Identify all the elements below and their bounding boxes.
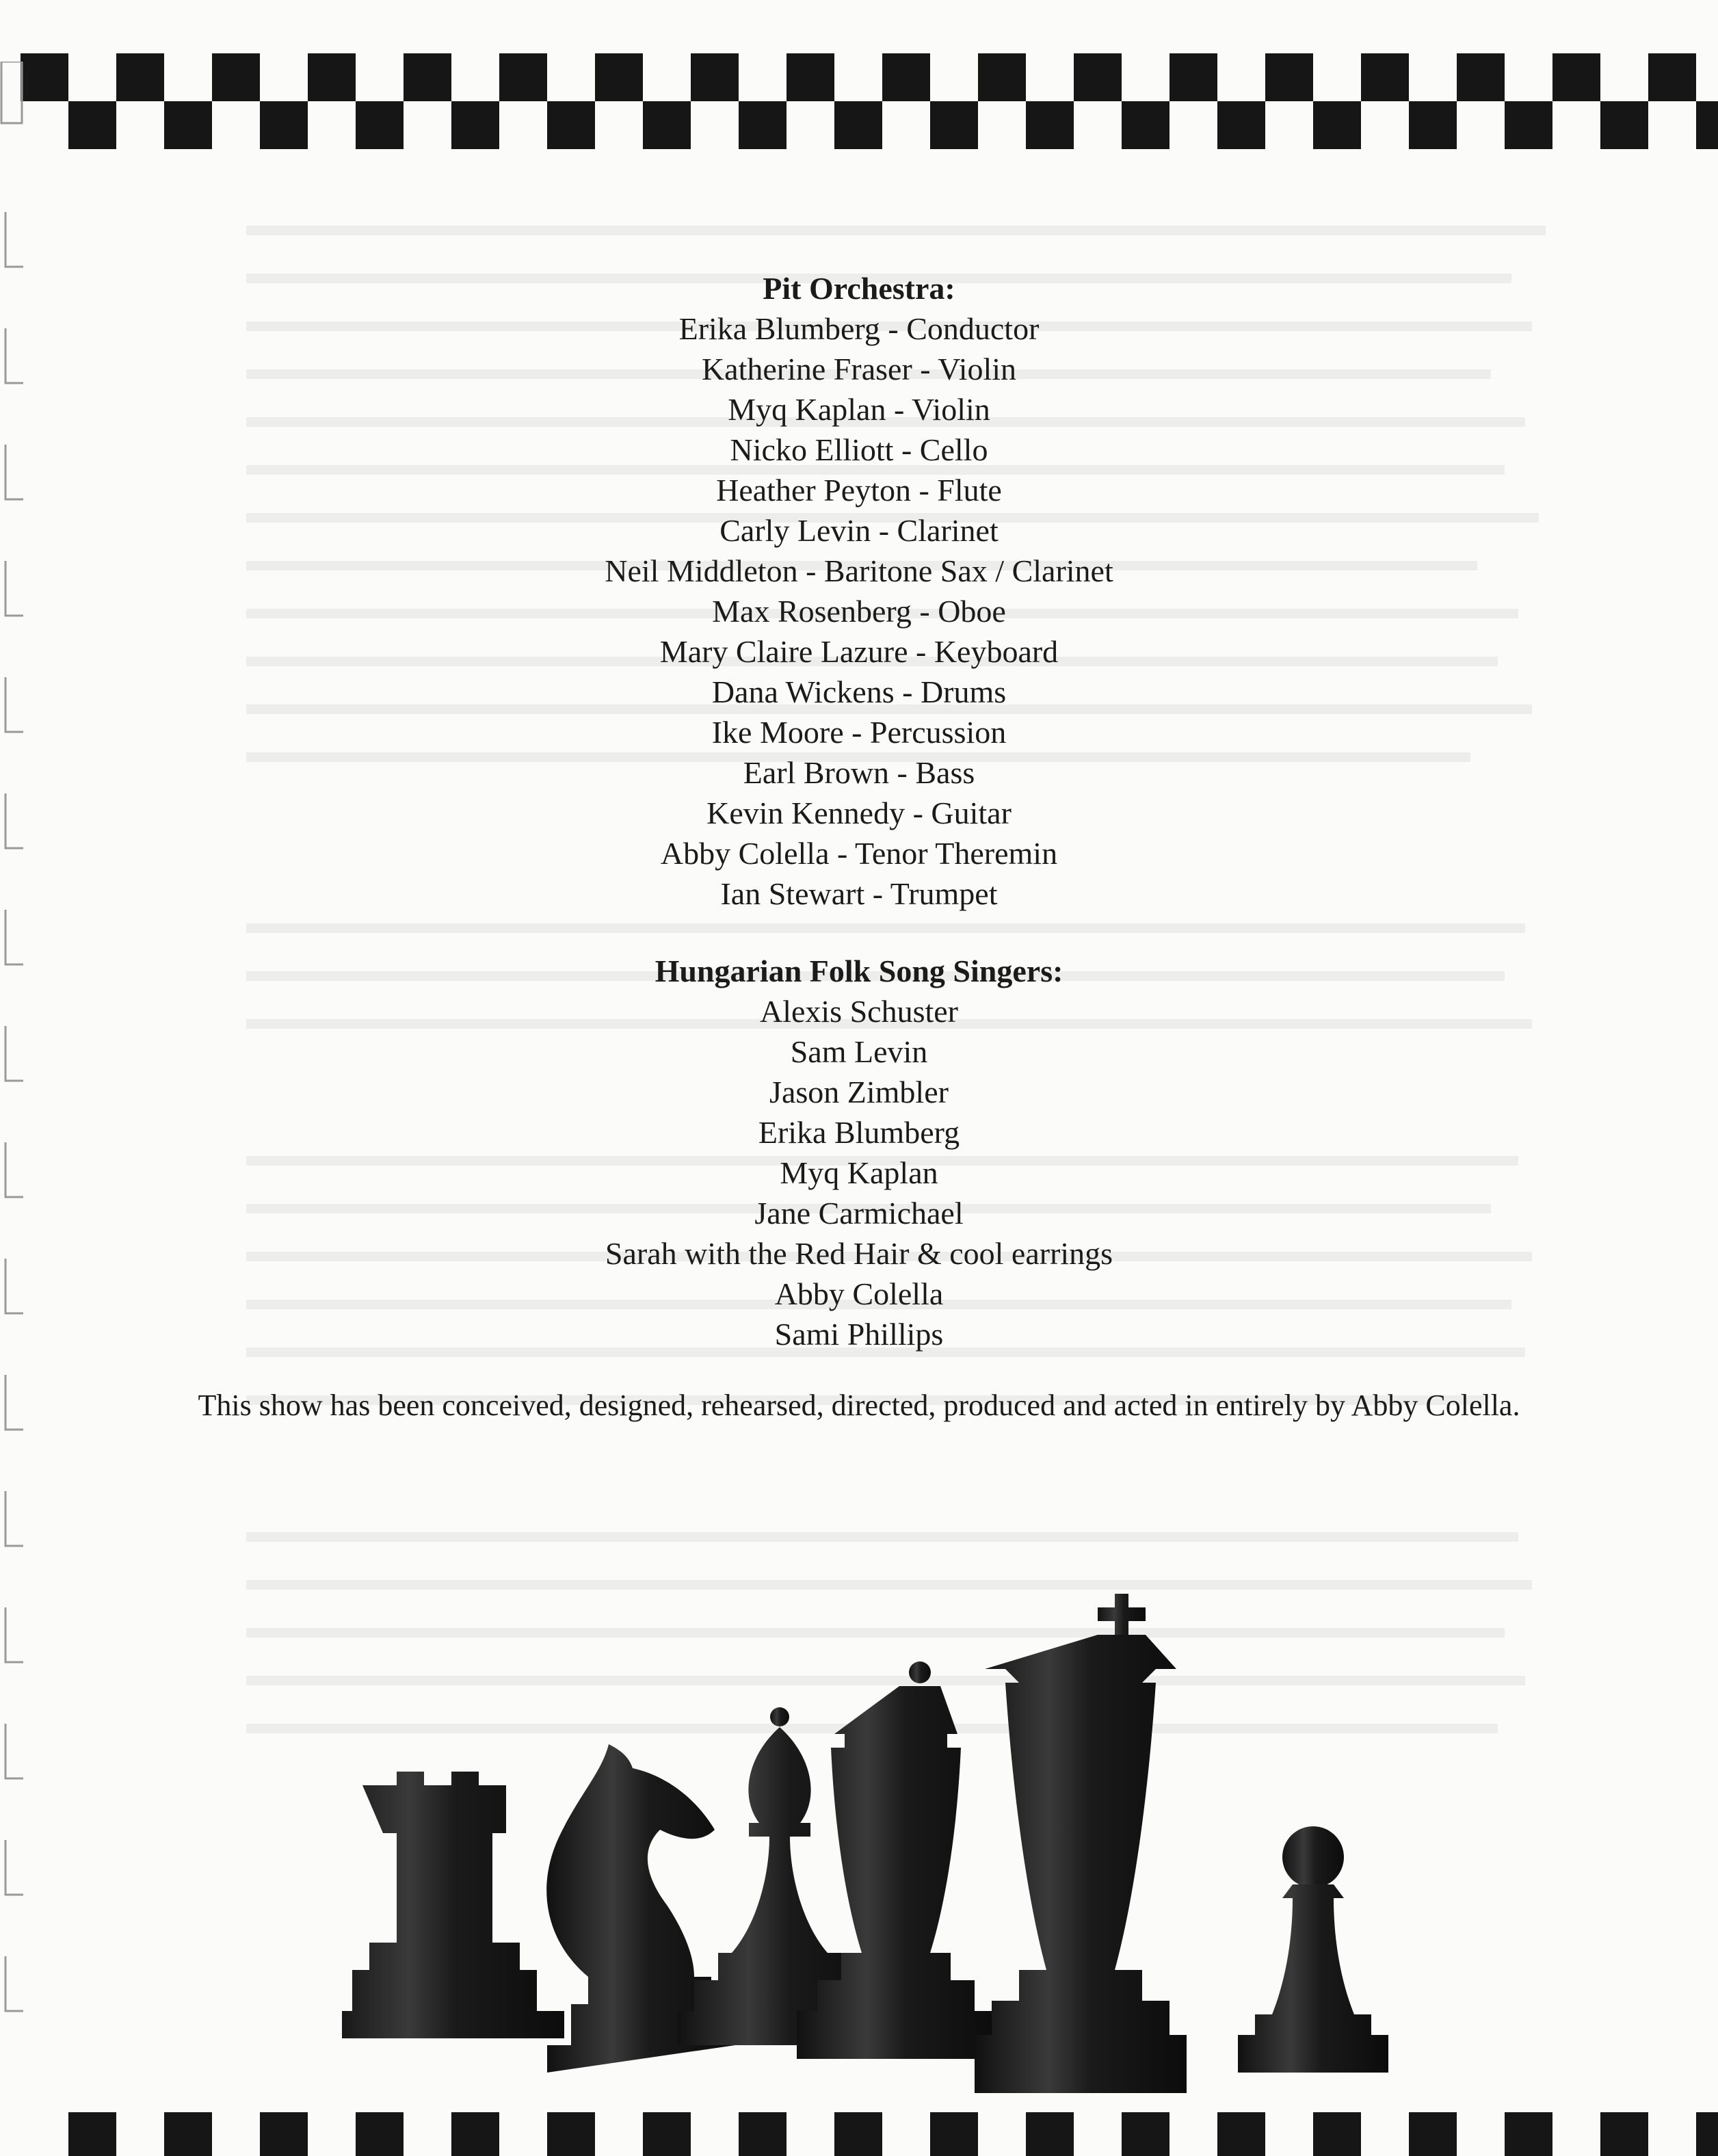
credit-line: Ike Moore - Percussion [711, 715, 1007, 750]
credit-line: Alexis Schuster [759, 994, 958, 1029]
closing-note: This show has been conceived, designed, rehearsed, directed, produced and acted in entirely by Abby Colella. [198, 1389, 1520, 1422]
credit-line: Earl Brown - Bass [743, 755, 975, 790]
rook-icon [342, 1772, 564, 2038]
credit-line: Erika Blumberg [758, 1115, 960, 1150]
checkerboard-bottom-border [21, 2112, 1718, 2156]
credit-line: Max Rosenberg - Oboe [712, 594, 1006, 629]
folk-singers-heading: Hungarian Folk Song Singers: [655, 954, 1063, 988]
credit-line: Sam Levin [790, 1034, 928, 1069]
credit-line: Erika Blumberg - Conductor [678, 311, 1040, 346]
credit-line: Abby Colella [774, 1276, 944, 1311]
credit-line: Myq Kaplan - Violin [728, 392, 990, 427]
credit-line: Myq Kaplan [780, 1155, 938, 1190]
credit-line: Heather Peyton - Flute [716, 473, 1002, 508]
chess-pieces-illustration [342, 1594, 1395, 2093]
credit-line: Neil Middleton - Baritone Sax / Clarinet [605, 553, 1113, 588]
credit-line: Ian Stewart - Trumpet [720, 876, 998, 911]
credit-line: Katherine Fraser - Violin [701, 352, 1017, 386]
credit-line: Sarah with the Red Hair & cool earrings [605, 1236, 1113, 1271]
credit-line: Kevin Kennedy - Guitar [706, 796, 1012, 830]
credit-line: Carly Levin - Clarinet [719, 513, 999, 548]
credit-line: Nicko Elliott - Cello [730, 432, 988, 467]
credit-line: Sami Phillips [774, 1317, 944, 1352]
credit-line: Jane Carmichael [754, 1196, 964, 1231]
queen-icon [797, 1661, 995, 2059]
folk-singers-section [0, 951, 1718, 1354]
credit-line: Mary Claire Lazure - Keyboard [659, 634, 1059, 669]
checkerboard-top-border [21, 53, 1718, 149]
pit-orchestra-heading: Pit Orchestra: [763, 271, 955, 306]
credit-line: Jason Zimbler [769, 1075, 949, 1109]
credit-line: Abby Colella - Tenor Theremin [660, 836, 1058, 871]
credit-line: Dana Wickens - Drums [711, 674, 1007, 709]
king-icon [975, 1594, 1187, 2093]
pit-orchestra-section [0, 268, 1718, 914]
pawn-icon [1238, 1826, 1388, 2073]
